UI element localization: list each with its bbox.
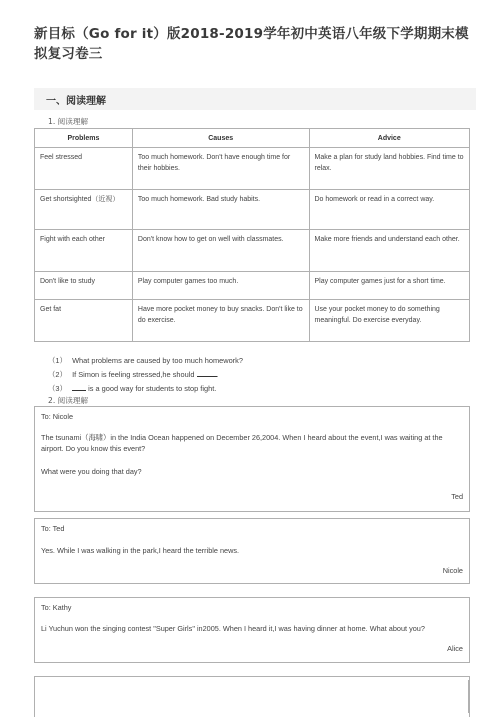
table-cell: Make more friends and understand each other. — [309, 230, 470, 272]
table-cell: Don't like to study — [35, 272, 133, 300]
section-header — [34, 88, 476, 110]
sub-question-1: （1） What problems are caused by too much homework? — [48, 356, 243, 365]
table-cell: Too much homework. Don't have enough time for their hobbies. — [132, 148, 309, 190]
table-row — [35, 300, 470, 342]
question-2-label: 2. 阅读理解 — [48, 396, 89, 405]
question-1-label: 1. 阅读理解 — [48, 117, 89, 126]
answer-blank[interactable] — [197, 369, 217, 377]
table-cell: Play computer games too much. — [132, 272, 309, 300]
letter-body: Yes. While I was walking in the park,I heard the terrible news. — [41, 546, 240, 555]
table-cell: Get fat — [35, 300, 133, 342]
table-cell: Feel stressed — [35, 148, 133, 190]
table-cell: Use your pocket money to do something meaningful. Do exercise everyday. — [309, 300, 470, 342]
answer-blank[interactable] — [72, 383, 86, 391]
letter-card — [34, 597, 470, 663]
table-cell: Play computer games just for a short time. — [309, 272, 470, 300]
table-cell: Have more pocket money to buy snacks. Don't like to do exercise. — [132, 300, 309, 342]
header-causes: Causes — [132, 129, 309, 148]
letter-to: To: Nicole — [41, 412, 74, 421]
sub-question-3: （3） is a good way for students to stop fight. — [48, 384, 217, 393]
table-cell: Don't know how to get on well with classmates. — [132, 230, 309, 272]
sub-question-2: （2） If Simon is feeling stressed,he should . — [48, 370, 219, 379]
letter-signature: Alice — [447, 644, 463, 653]
letter-card — [34, 676, 470, 717]
letter-body: Li Yuchun won the singing contest "Super Girls" in2005. When I heard it,I was having dinner at home. What about you? — [41, 624, 425, 633]
table-cell: Make a plan for study land hobbies. Find time to relax. — [309, 148, 470, 190]
table-row — [35, 190, 470, 230]
header-advice: Advice — [309, 129, 470, 148]
letter-to: To: Ted — [41, 524, 65, 533]
letter-card — [34, 518, 470, 584]
letter-card — [34, 406, 470, 512]
table-cell: Too much homework. Bad study habits. — [132, 190, 309, 230]
table-row — [35, 230, 470, 272]
table-cell: Fight with each other — [35, 230, 133, 272]
letter-signature: Ted — [451, 492, 463, 501]
problems-table — [34, 128, 470, 342]
header-problems: Problems — [35, 129, 133, 148]
letter-body: What were you doing that day? — [41, 467, 142, 476]
document-title: 新目标（Go for it）版2018-2019学年初中英语八年级下学期期末模拟复习卷三 — [34, 26, 469, 62]
table-row — [35, 148, 470, 190]
table-cell: Do homework or read in a correct way. — [309, 190, 470, 230]
letter-to: To: Kathy — [41, 603, 72, 612]
table-cell: Get shortsighted（近视） — [35, 190, 133, 230]
section-title: 一、阅读理解 — [46, 96, 106, 107]
table-header-row — [35, 129, 470, 148]
letter-signature: Nicole — [442, 566, 463, 575]
letter-body: The tsunami（海啸）in the India Ocean happened on December 26,2004. When I heard about the event,I was waiting at the airport. Do you know this event? — [41, 433, 443, 453]
table-row — [35, 272, 470, 300]
divider — [468, 680, 469, 713]
